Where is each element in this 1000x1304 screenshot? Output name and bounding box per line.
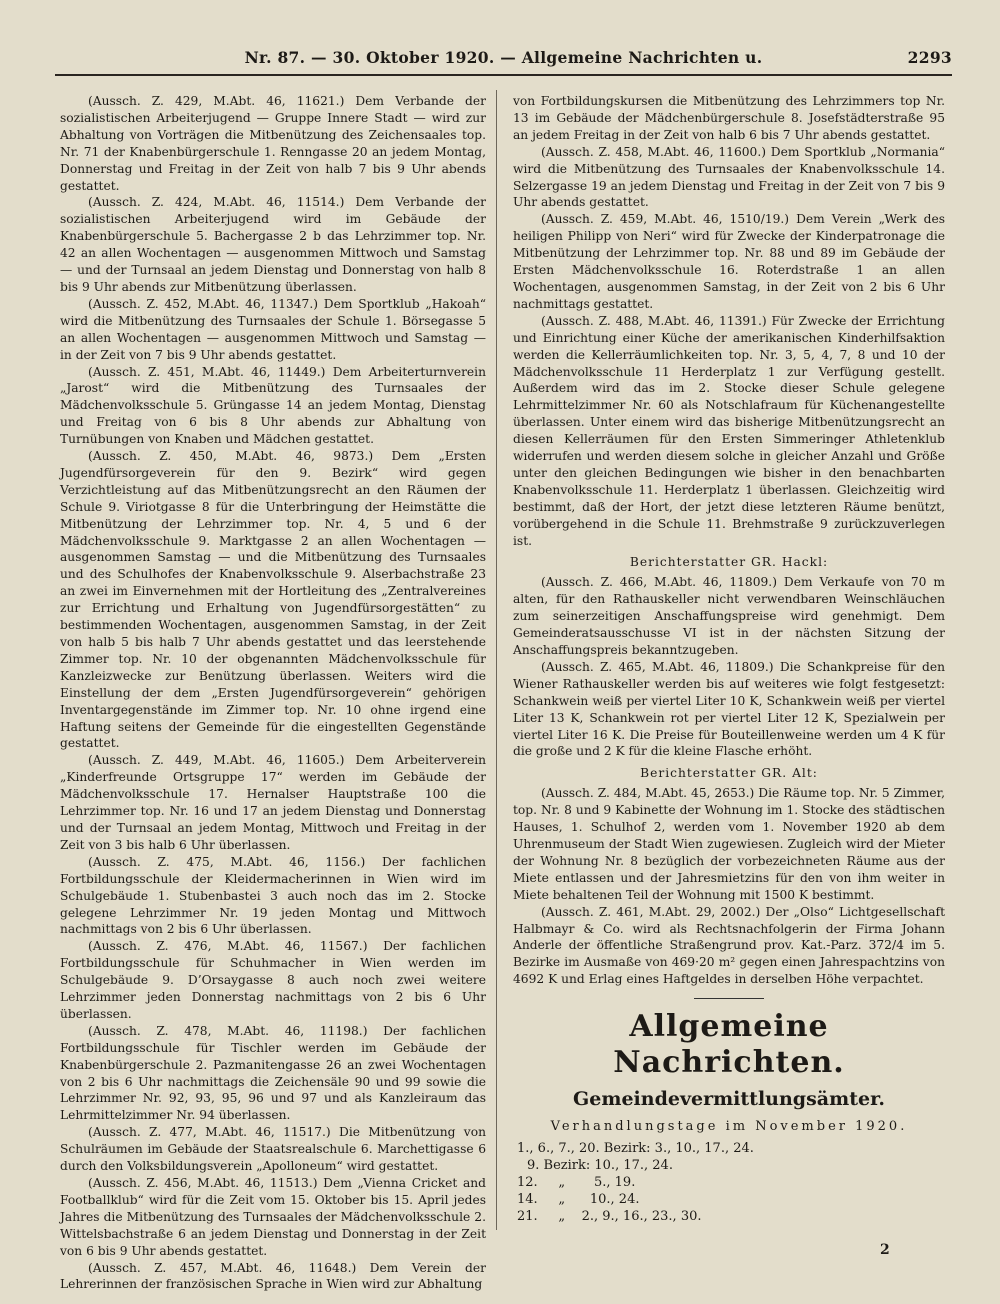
paragraph: (Aussch. Z. 450, M.Abt. 46, 9873.) Dem „Ersten Jugendfürsorgeverein für den 9. Bezirk“ wird gegen Verzichtleistung auf das Mitbenützungsrecht an den Räumen der Schule 9. Viriotgasse 8 für die Unterbringung der Heimstätte die Mitbenützung der Lehrzimmer top. Nr. 4, 5 und 6 der Mädchenvolksschule 9. Marktgasse 2 an allen Wochentagen — ausgenommen Samstag — und die Mitbenützung des Turnsaales und des Schulhofes der Knabenvolksschule 9. Alserbachstraße 23 an zwei im Einvernehmen mit der Hortleitung des „Zentralvereines zur Errichtung und Erhaltung von Jugendfürsorgestätten“ zu bestimmenden Wochentagen, ausgenommen Samstag, in der Zeit von halb 5 bis halb 7 Uhr abends gestattet und das leerstehende Zimmer top. Nr. 10 der obgenannten Mädchenvolksschule für Kanzleizwecke zur Benützung überlassen. Weiters wird die Einstellung der dem „Ersten Jugendfürsorgeverein“ gehörigen Inventargegenstände im Zimmer top. Nr. 10 ohne irgend eine Haftung seitens der Gemeinde für die eingestellten Gegenstände gestattet.: [60, 449, 486, 751]
right-column: [513, 93, 945, 1225]
header-rule: [55, 74, 952, 76]
paragraph: (Aussch. Z. 452, M.Abt. 46, 11347.) Dem Sportklub „Hakoah“ wird die Mitbenützung des Turnsaales der Schule 1. Börsegasse 5 an allen Wochentagen — ausgenommen Mittwoch und Samstag — in der Zeit von 7 bis 9 Uhr abends gestattet.: [60, 296, 486, 362]
column-divider: [496, 90, 497, 1230]
paragraph: (Aussch. Z. 429, M.Abt. 46, 11621.) Dem Verbande der sozialistischen Arbeiterjugend — Gruppe Innere Stadt — wird zur Abhaltung von Vorträgen die Mitbenützung des Zeichensaales top. Nr. 71 der Knabenbürgerschule 1. Renngasse 20 an jedem Montag, Donnerstag und Freitag in der Zeit von halb 7 bis 9 Uhr abends gestattet.: [60, 94, 486, 193]
section-title: Allgemeine Nachrichten.: [613, 1009, 845, 1081]
paragraph: von Fortbildungskursen die Mitbenützung des Lehrzimmers top Nr. 13 im Gebäude der Mädchenbürgerschule 8. Josefstädterstraße 95 an jedem Freitag in der Zeit von halb 6 bis 7 Uhr abends gestattet.: [513, 94, 945, 142]
list-item: 12. „ 5., 19.: [517, 1175, 636, 1191]
page-header: [55, 48, 952, 74]
reporter-heading: Berichterstatter GR. Alt:: [640, 766, 818, 781]
paragraph: (Aussch. Z. 466, M.Abt. 46, 11809.) Dem Verkaufe von 70 m alten, für den Rathauskeller nicht verwendbaren Weinschläuchen zum seinerzeitigen Anschaffungspreise wird genehmigt. Dem Gemeinderatsausschusse VI ist in der nächsten Sitzung der Anschaffungspreis bekanntzugeben.: [513, 575, 945, 657]
paragraph: (Aussch. Z. 488, M.Abt. 46, 11391.) Für Zwecke der Errichtung und Einrichtung einer Küche der amerikanischen Kinderhilfsaktion werden die Kellerräumlichkeiten top. Nr. 3, 5, 4, 7, 8 und 10 der Mädchenvolksschule 11 Herderplatz 1 zur Verfügung gestellt. Außerdem wird das im 2. Stocke dieser Schule gelegene Lehrmittelzimmer Nr. 60 als Notschlafraum für Küchenangestellte überlassen. Unter einem wird das bisherige Mitbenützungsrecht an diesen Kellerräumen für den Ersten Simmeringer Athletenklub widerrufen und werden diesem solche in gleicher Anzahl und Größe unter den gleichen Bedingungen wie bisher in den benachbarten Knabenvolksschule 11. Herderplatz 1 überlassen. Gleichzeitig wird bestimmt, daß der Hort, der jetzt diese letzteren Räume benützt, vorübergehend in die Schule 11. Brehmstraße 9 zurückzuverlegen ist.: [513, 313, 945, 548]
paragraph: (Aussch. Z. 457, M.Abt. 46, 11648.) Dem Verein der Lehrerinnen der französischen Sprache in Wien wird zur Abhaltung: [60, 1260, 486, 1292]
page-number: 2293: [907, 48, 952, 67]
reporter-heading: Berichterstatter GR. Hackl:: [629, 555, 829, 570]
paragraph: (Aussch. Z. 475, M.Abt. 46, 1156.) Der fachlichen Fortbildungsschule der Kleidermacherinnen in Wien wird im Schulgebäude 1. Stubenbastei 3 auch noch das im 2. Stocke gelegene Lehrzimmer Nr. 19 jeden Montag und Mittwoch nachmittags von 2 bis 6 Uhr überlassen.: [60, 854, 486, 937]
paragraph: (Aussch. Z. 461, M.Abt. 29, 2002.) Der „Olso“ Lichtgesellschaft Halbmayr & Co. wird als Rechtsnachfolgerin der Firma Johann Anderle der öffentliche Straßengrund prov. Kat.-Parz. 372/4 im 5. Bezirke im Ausmaße von 469·20 m² gegen einen Jahrespachtzins von 4692 K und Erlag eines Haftgeldes in derselben Höhe verpachtet.: [513, 904, 945, 987]
list-item: 14. „ 10., 24.: [517, 1192, 640, 1208]
days-heading: Verhandlungstage im November 1920.: [550, 1119, 908, 1135]
paragraph: (Aussch. Z. 449, M.Abt. 46, 11605.) Dem Arbeiterverein „Kinderfreunde Ortsgruppe 17“ werden im Gebäude der Mädchenvolksschule 17. Hernalser Hauptstraße 100 die Lehrzimmer top. Nr. 16 und 17 an jedem Dienstag und Donnerstag und der Turnsaal an jedem Montag, Mittwoch und Freitag in der Zeit von 3 bis halb 6 Uhr überlassen.: [60, 753, 486, 852]
section-subtitle: Gemeindevermittlungsämter.: [573, 1088, 885, 1111]
paragraph: (Aussch. Z. 484, M.Abt. 45, 2653.) Die Räume top. Nr. 5 Zimmer, top. Nr. 8 und 9 Kabinette der Wohnung im 1. Stocke des städtischen Hauses, 1. Schulhof 2, werden vom 1. November 1920 ab dem Uhrenmuseum der Stadt Wien zugewiesen. Zugleich wird der Mieter der Wohnung Nr. 8 bezüglich der vorbezeichneten Räume aus der Miete entlassen und der Jahresmietzins für den von ihm weiter in Miete behaltenen Teil der Wohnung mit 1500 K bestimmt.: [513, 786, 945, 902]
left-column: [60, 93, 486, 1293]
paragraph: (Aussch. Z. 459, M.Abt. 46, 1510/19.) Dem Verein „Werk des heiligen Philipp von Neri“ wird für Zwecke der Kinderpatronage die Mitbenützung der Lehrzimmer top. Nr. 88 und 89 im Gebäude der Ersten Mädchenvolksschule 16. Roterdstraße 1 an allen Wochentagen, ausgenommen Samstag, in der Zeit von 2 bis 6 Uhr nachmittags gestattet.: [513, 212, 945, 311]
paragraph: (Aussch. Z. 456, M.Abt. 46, 11513.) Dem „Vienna Cricket and Footballklub“ wird für die Zeit vom 15. Oktober bis 15. April jedes Jahres die Mitbenützung des Turnsaales der Mädchenvolksschule 2. Wittelsbachstraße 6 an jedem Dienstag und Donnerstag in der Zeit von 6 bis 9 Uhr abends gestattet.: [60, 1176, 486, 1258]
paragraph: (Aussch. Z. 458, M.Abt. 46, 11600.) Dem Sportklub „Normania“ wird die Mitbenützung des Turnsaales der Knabenvolksschule 14. Selzergasse 19 an jedem Dienstag und Freitag in der Zeit von 7 bis 9 Uhr abends gestattet.: [513, 144, 945, 210]
section-separator: [694, 998, 764, 999]
list-item: 9. Bezirk: 10., 17., 24.: [527, 1158, 673, 1174]
paragraph: (Aussch. Z. 465, M.Abt. 46, 11809.) Die Schankpreise für den Wiener Rathauskeller werden bis auf weiteres wie folgt festgesetzt: Schankwein weiß per viertel Liter 10 K, Schankwein weiß per viertel Liter 13 K, Schankwein rot per viertel Liter 12 K, Spezialwein per viertel Liter 16 K. Die Preise für Bouteillenweine werden um 4 K für die große und 2 K für die kleine Flasche erhöht.: [513, 659, 945, 759]
paragraph: (Aussch. Z. 477, M.Abt. 46, 11517.) Die Mitbenützung von Schulräumen im Gebäude der Staatsrealschule 6. Marchettigasse 6 durch den Volksbildungsverein „Apolloneum“ wird gestattet.: [60, 1125, 486, 1174]
header-title: Nr. 87. — 30. Oktober 1920. — Allgemeine Nachrichten u.: [244, 48, 763, 67]
paragraph: (Aussch. Z. 478, M.Abt. 46, 11198.) Der fachlichen Fortbildungsschule für Tischler werden im Gebäude der Knabenbürgerschule 2. Pazmanitengasse 26 an zwei Wochentagen von 2 bis 6 Uhr nachmittags die Zeichensäle 90 und 99 sowie die Lehrzimmer Nr. 92, 93, 95, 96 und 97 und als Kanzleiraum das Lehrmittelzimmer Nr. 94 überlassen.: [60, 1023, 486, 1123]
signature-number: 2: [880, 1242, 890, 1258]
paragraph: (Aussch. Z. 424, M.Abt. 46, 11514.) Dem Verbande der sozialistischen Arbeiterjugend wird im Gebäude der Knabenbürgerschule 5. Bachergasse 2 b das Lehrzimmer top. Nr. 42 an allen Wochentagen — ausgenommen Mittwoch und Samstag — und der Turnsaal an jedem Dienstag und Donnerstag von halb 8 bis 9 Uhr abends zur Mitbenützung überlassen.: [60, 195, 486, 294]
list-item: 21. „ 2., 9., 16., 23., 30.: [517, 1209, 702, 1225]
paragraph: (Aussch. Z. 451, M.Abt. 46, 11449.) Dem Arbeiterturnverein „Jarost“ wird die Mitbenützung des Turnsaales der Mädchenvolksschule 5. Grüngasse 14 an jedem Montag, Dienstag und Freitag von 6 bis 8 Uhr abends zur Abhaltung von Turnübungen von Knaben und Mädchen gestattet.: [60, 364, 486, 447]
days-list: [513, 1140, 945, 1225]
list-item: 1., 6., 7., 20. Bezirk: 3., 10., 17., 24.: [517, 1141, 754, 1157]
paragraph: (Aussch. Z. 476, M.Abt. 46, 11567.) Der fachlichen Fortbildungsschule für Schuhmacher in Wien werden im Schulgebäude 9. D’Orsaygasse 8 auch noch zwei weitere Lehrzimmer jeden Donnerstag nachmittags von 2 bis 6 Uhr überlassen.: [60, 939, 486, 1021]
